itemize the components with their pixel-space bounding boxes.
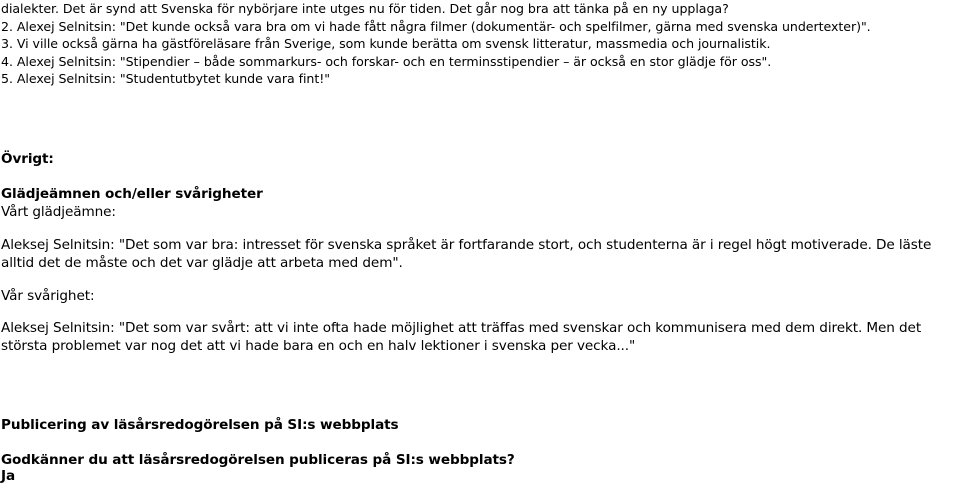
suggestions-list bbox=[1, 0, 957, 88]
publicering-heading: Publicering av läsårsredogörelsen på SI:s webbplats bbox=[1, 417, 399, 433]
list-item-2: 2. Alexej Selnitsin: "Det kunde också vara bra om vi hade fått några filmer (dokumentär- och spelfilmer, gärna med svenska undertexter)". bbox=[1, 18, 871, 34]
list-item-3: 3. Vi ville också gärna ha gästföreläsare från Sverige, som kunde berätta om svensk litteratur, massmedia och journalistik. bbox=[1, 36, 771, 52]
list-item-5: 5. Alexej Selnitsin: "Studentutbytet kunde vara fint!" bbox=[1, 71, 330, 87]
publicering-question: Godkänner du att läsårsredogörelsen publiceras på SI:s webbplats? bbox=[1, 452, 515, 468]
svarighet-label: Vår svårighet: bbox=[1, 288, 95, 304]
gladjeamne-text: Aleksej Selnitsin: "Det som var bra: intresset för svenska språket är fortfarande stort, och studenterna är i regel högt motiverade. De läste alltid det de måste och det var glädje att arbeta med dem". bbox=[1, 237, 932, 271]
ovrigt-heading: Övrigt: bbox=[1, 151, 54, 167]
gladjeamne-label: Vårt glädjeämne: bbox=[1, 204, 116, 220]
svarighet-text: Aleksej Selnitsin: "Det som var svårt: att vi inte ofta hade möjlighet att träffas med svenskar och kommunisera med dem direkt. Men det största problemet var nog det att vi hade bara en och en halv lektioner i svenska per vecka..." bbox=[1, 320, 922, 354]
publicering-answer: Ja bbox=[1, 468, 16, 484]
list-item-4: 4. Alexej Selnitsin: "Stipendier – både sommarkurs- och forskar- och en terminsstipendier – är också en stor glädje för oss". bbox=[1, 53, 772, 69]
list-line-dialekter: dialekter. Det är synd att Svenska för nybörjare inte utges nu för tiden. Det går nog bra att tänka på en ny upplaga? bbox=[1, 1, 729, 16]
gladjeamnen-heading: Glädjeämnen och/eller svårigheter bbox=[1, 186, 263, 202]
